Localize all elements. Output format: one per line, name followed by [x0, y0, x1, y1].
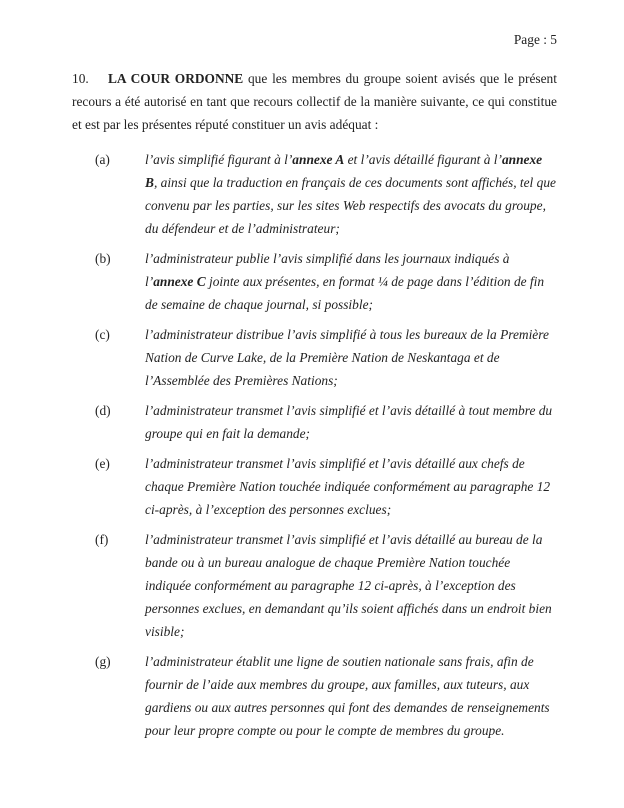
list-item: [95, 323, 557, 392]
item-label: (g): [95, 654, 111, 669]
item-text: l’avis simplifié figurant à l’annexe A et l’avis détaillé figurant à l’annexe B, ainsi que la traduction en français de ces documents sont affichés, tel que convenu par les parties, sur les sites Web respectifs des avocats du groupe, du défendeur et de l’administrateur;: [145, 152, 556, 236]
subparagraph-list: [95, 148, 557, 742]
item-text: l’administrateur publie l’avis simplifié dans les journaux indiqués à l’annexe C jointe aux présentes, en format ¼ de page dans l’édition de fin de semaine de chaque journal, si possible;: [145, 251, 545, 312]
paragraph-10: [72, 67, 557, 136]
item-label: (e): [95, 456, 110, 471]
item-label: (c): [95, 327, 110, 342]
list-item: [95, 452, 557, 521]
page-number: Page : 5: [513, 32, 557, 47]
item-text: l’administrateur établit une ligne de soutien nationale sans frais, afin de fournir de l’aide aux membres du groupe, aux familles, aux tuteurs, aux gardiens ou aux autres personnes qui font des demandes de renseignements pour leur propre compte ou pour le compte de membres du groupe.: [145, 654, 550, 738]
paragraph-number: 10.: [72, 71, 89, 86]
item-text: l’administrateur transmet l’avis simplifié et l’avis détaillé aux chefs de chaque Première Nation touchée indiquée conformément au paragraphe 12 ci-après, à l’exception des personnes exclues;: [145, 456, 551, 517]
item-label: (d): [95, 403, 111, 418]
list-item: [95, 399, 557, 445]
list-item: [95, 528, 557, 643]
item-text: l’administrateur transmet l’avis simplifié et l’avis détaillé à tout membre du groupe qui en fait la demande;: [145, 403, 553, 441]
item-label: (b): [95, 251, 111, 266]
item-text: l’administrateur distribue l’avis simplifié à tous les bureaux de la Première Nation de Curve Lake, de la Première Nation de Neskantaga et de l’Assemblée des Premières Nations;: [145, 327, 549, 388]
item-text: l’administrateur transmet l’avis simplifié et l’avis détaillé au bureau de la bande ou à un bureau analogue de chaque Première Nation touchée indiquée conformément au paragraphe 12 ci-après, à l’exception des personnes exclues, en demandant qu’ils soient affichés dans un endroit bien visible;: [145, 532, 552, 639]
document-content: [72, 67, 557, 749]
paragraph-text: LA COUR ORDONNE que les membres du groupe soient avisés que le présent recours a été autorisé en tant que recours collectif de la manière suivante, ce qui constitue et est par les présentes réputé constituer un avis adéquat :: [72, 71, 557, 132]
list-item: [95, 247, 557, 316]
item-label: (a): [95, 152, 110, 167]
list-item: [95, 148, 557, 240]
list-item: [95, 650, 557, 742]
item-label: (f): [95, 532, 109, 547]
